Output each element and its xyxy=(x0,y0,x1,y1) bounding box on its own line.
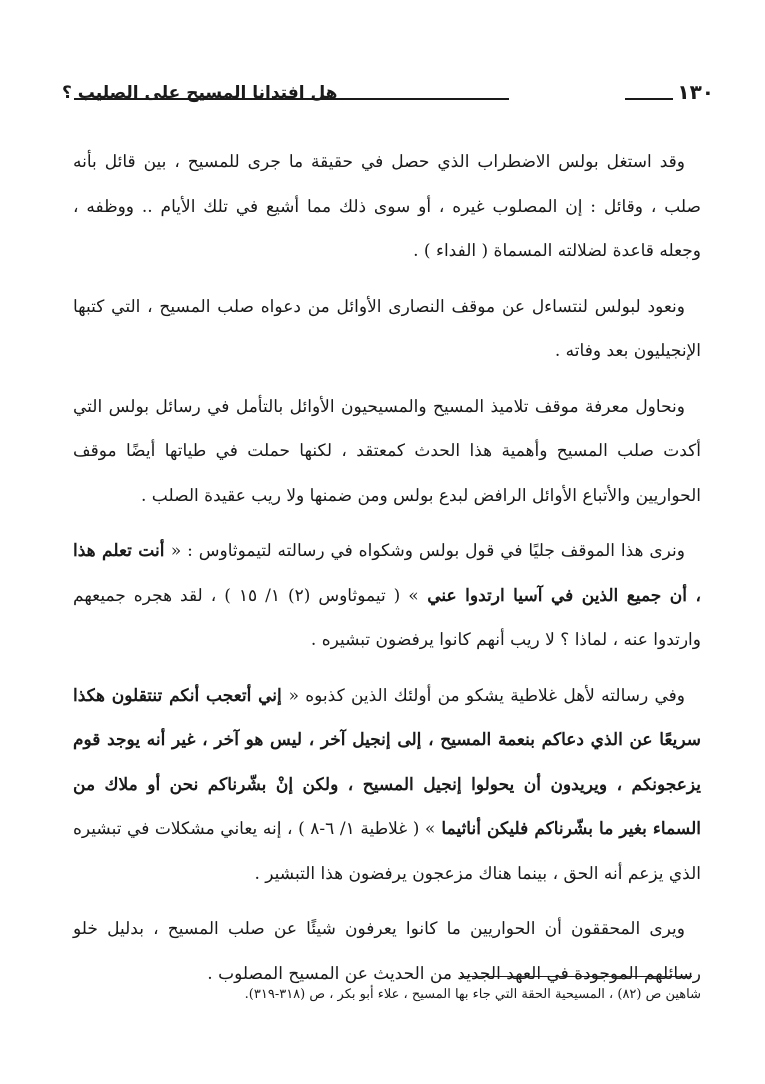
paragraph-1: وقد استغل بولس الاضطراب الذي حصل في حقيقة ما جرى للمسيح ، بين قائل بأنه صلب ، وقائل : إن المصلوب غيره ، أو سوى ذلك مما أشيع في تلك الأيام .. ووظفه ، وجعله قاعدة لضلالته المسماة ( الفداء ) . xyxy=(73,152,701,261)
paragraph-4-intro: ونرى هذا الموقف جليًا في قول بولس وشكواه في رسالته لتيموثاوس : « xyxy=(170,541,685,561)
running-title: هل افتدانا المسيح على الصليب ؟ xyxy=(62,83,338,103)
paragraph-4-outro: » ( تيموثاوس (٢) ١/ ١٥ ) ، لقد هجره جميعهم وارتدوا عنه ، لماذا ؟ لا ريب أنهم كانوا يرفضون تبشيره . xyxy=(73,585,701,650)
quote-galatians: إني أتعجب أنكم تنتقلون هكذا سريعًا عن الذي دعاكم بنعمة المسيح ، إلى إنجيل آخر ، ليس هو آخر ، غير أنه يوجد قوم يزعجونكم ، ويريدون أن يحولوا إنجيل المسيح ، ولكن إنْ بشّرناكم نحن أو ملاك من السماء بغير ما بشّرناكم فليكن أناثيما xyxy=(73,685,701,839)
quote-timothy: أنت تعلم هذا ، أن جميع الذين في آسيا ارتدوا عني xyxy=(73,541,701,606)
page-number: ١٣٠ xyxy=(677,80,714,104)
paragraph-5 xyxy=(73,674,701,897)
footnote: شاهين ص (٨٢) ، المسيحية الحقة التي جاء بها المسيح ، علاء أبو بكر ، ص (٣١٨-٣١٩). xyxy=(244,987,701,1002)
paragraph-6: ويرى المحققون أن الحواريين ما كانوا يعرفون شيئًا عن صلب المسيح ، بدليل خلو رسائلهم الموجودة في العهد الجديد من الحديث عن المسيح المصلوب . xyxy=(73,919,701,984)
header-rule-short xyxy=(625,98,673,100)
paragraph-5-intro: وفي رسالته لأهل غلاطية يشكو من أولئك الذين كذبوه « xyxy=(288,685,685,706)
body-text xyxy=(73,140,701,1007)
paragraph-5-outro: » ( غلاطية ١/ ٦-٨ ) ، إنه يعاني مشكلات في تبشيره الذي يزعم أنه الحق ، بينما هناك مزعجون يرفضون هذا التبشير . xyxy=(73,819,701,884)
paragraph-4 xyxy=(73,529,701,663)
paragraph-2: ونعود لبولس لنتساءل عن موقف النصارى الأوائل من دعواه صلب المسيح ، التي كتبها الإنجيليون بعد وفاته . xyxy=(73,296,701,361)
paragraph-3: ونحاول معرفة موقف تلاميذ المسيح والمسيحيون الأوائل بالتأمل في رسائل بولس التي أكدت صلب المسيح وأهمية هذا الحدث كمعتقد ، لكنها حملت في طياتها أيضًا موقف الحواريين والأتباع الأوائل الرافض لبدع بولس ومن ضمنها ولا ريب عقيدة الصلب . xyxy=(73,396,701,506)
footnote-rule xyxy=(460,976,692,977)
page-header xyxy=(62,70,714,110)
